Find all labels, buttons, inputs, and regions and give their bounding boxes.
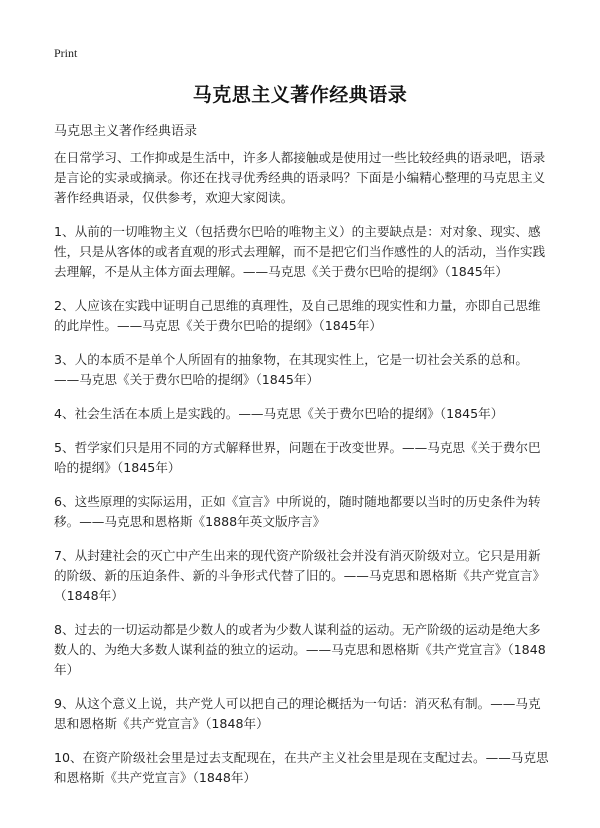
quote-paragraph: 2、人应该在实践中证明自己思维的真理性，及自己思维的现实性和力量，亦即自己思维的此岸性。——马克思《关于费尔巴哈的提纲》（1845年） xyxy=(54,298,541,333)
quote-paragraph: 3、人的本质不是单个人所固有的抽象物，在其现实性上，它是一切社会关系的总和。——马克思《关于费尔巴哈的提纲》（1845年） xyxy=(54,352,528,387)
intro-paragraph: 在日常学习、工作抑或是生活中，许多人都接触或是使用过一些比较经典的语录吧，语录是言论的实录或摘录。你还在找寻优秀经典的语录吗？下面是小编精心整理的马克思主义著作经典语录，仅供参考，欢迎大家阅读。 xyxy=(54,150,546,205)
quote-paragraph: 4、社会生活在本质上是实践的。——马克思《关于费尔巴哈的提纲》（1845年） xyxy=(54,406,504,421)
print-label[interactable]: Print xyxy=(54,46,78,60)
article-body xyxy=(54,148,550,802)
quote-paragraph: 1、从前的一切唯物主义（包括费尔巴哈的唯物主义）的主要缺点是：对对象、现实、感性，只是从客体的或者直观的形式去理解，而不是把它们当作感性的人的活动，当作实践去理解，不是从主体方面去理解。——马克思《关于费尔巴哈的提纲》（1845年） xyxy=(54,224,546,279)
quote-paragraph: 8、过去的一切运动都是少数人的或者为少数人谋利益的运动。无产阶级的运动是绝大多数人的、为绝大多数人谋利益的独立的运动。——马克思和恩格斯《共产党宣言》（1848年） xyxy=(54,622,546,677)
quote-paragraph: 5、哲学家们只是用不同的方式解释世界，问题在于改变世界。——马克思《关于费尔巴哈的提纲》（1845年） xyxy=(54,440,541,475)
quote-paragraph: 10、在资产阶级社会里是过去支配现在，在共产主义社会里是现在支配过去。——马克思和恩格斯《共产党宣言》（1848年） xyxy=(54,750,549,785)
quote-paragraph: 6、这些原理的实际运用，正如《宣言》中所说的，随时随地都要以当时的历史条件为转移。——马克思和恩格斯《1888年英文版序言》 xyxy=(54,494,541,529)
quote-paragraph: 7、从封建社会的灭亡中产生出来的现代资产阶级社会并没有消灭阶级对立。它只是用新的阶级、新的压迫条件、新的斗争形式代替了旧的。——马克思和恩格斯《共产党宣言》（1848年） xyxy=(54,548,546,603)
page-subtitle: 马克思主义著作经典语录 xyxy=(54,124,198,139)
page-title: 马克思主义著作经典语录 xyxy=(192,84,408,106)
quote-paragraph: 9、从这个意义上说，共产党人可以把自己的理论概括为一句话：消灭私有制。——马克思和恩格斯《共产党宣言》（1848年） xyxy=(54,696,541,731)
